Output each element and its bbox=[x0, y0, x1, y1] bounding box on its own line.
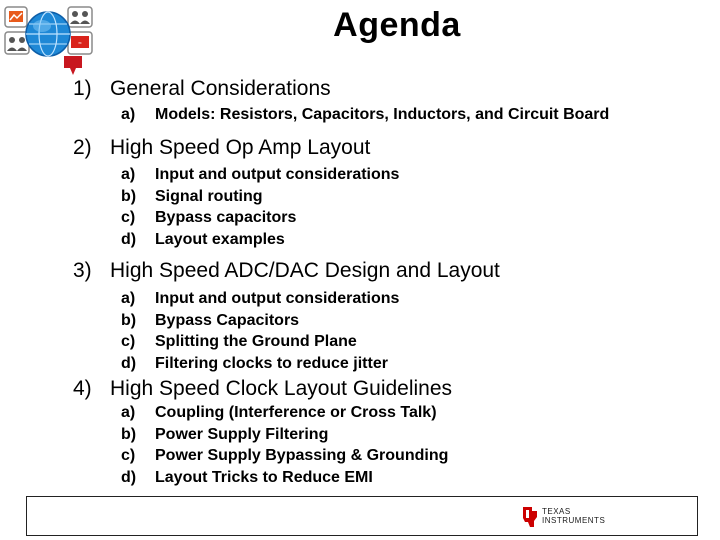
item-text: Coupling (Interference or Cross Talk) bbox=[155, 404, 437, 421]
page-title: Agenda bbox=[333, 6, 461, 44]
section-title: High Speed Op Amp Layout bbox=[110, 136, 371, 159]
item-letter: c) bbox=[121, 209, 136, 227]
svg-text:≈: ≈ bbox=[78, 41, 82, 47]
item-letter: d) bbox=[121, 231, 137, 249]
agenda-section bbox=[73, 77, 331, 101]
agenda-section bbox=[73, 377, 452, 401]
item-text: Splitting the Ground Plane bbox=[155, 333, 357, 351]
item-letter: c) bbox=[121, 333, 136, 351]
section-title: General Considerations bbox=[110, 77, 331, 100]
section-heading bbox=[73, 136, 370, 160]
agenda-section bbox=[73, 136, 370, 160]
item-letter: b) bbox=[121, 425, 137, 443]
ti-brand-line2: INSTRUMENTS bbox=[542, 516, 606, 525]
section-number: 2) bbox=[73, 136, 92, 159]
section-heading bbox=[73, 377, 452, 401]
item-text: Bypass Capacitors bbox=[155, 311, 300, 329]
section-number: 4) bbox=[73, 377, 92, 400]
item-letter: b) bbox=[121, 311, 137, 329]
item-text: Power Supply Filtering bbox=[155, 425, 329, 443]
item-letter: d) bbox=[121, 355, 137, 373]
item-text: Layout examples bbox=[155, 231, 285, 249]
item-letter: a) bbox=[121, 166, 136, 183]
ti-wordmark bbox=[542, 507, 605, 525]
item-text: Layout Tricks to Reduce EMI bbox=[155, 469, 373, 487]
agenda-section bbox=[73, 259, 500, 283]
item-letter: b) bbox=[121, 187, 137, 205]
item-letter: a) bbox=[121, 404, 136, 421]
section-heading bbox=[73, 259, 500, 283]
section-heading bbox=[73, 77, 331, 101]
item-letter: a) bbox=[121, 290, 136, 307]
texas-instruments-logo bbox=[520, 505, 620, 529]
item-text: Bypass capacitors bbox=[155, 209, 297, 227]
item-letter: c) bbox=[121, 447, 136, 465]
item-text: Input and output considerations bbox=[155, 290, 400, 307]
item-letter: d) bbox=[121, 469, 137, 487]
item-text: Input and output considerations bbox=[155, 166, 400, 183]
item-text: Models: Resistors, Capacitors, Inductors, and Circuit Board bbox=[155, 106, 610, 123]
ti-chip-icon bbox=[520, 505, 540, 529]
item-text: Signal routing bbox=[155, 187, 263, 205]
section-title: High Speed Clock Layout Guidelines bbox=[110, 377, 453, 400]
item-text: Power Supply Bypassing & Grounding bbox=[155, 447, 449, 465]
item-letter: a) bbox=[121, 106, 136, 123]
section-number: 3) bbox=[73, 259, 92, 282]
section-number: 1) bbox=[73, 77, 92, 100]
ti-brand-line1: TEXAS bbox=[542, 507, 571, 516]
item-text: Filtering clocks to reduce jitter bbox=[155, 355, 388, 373]
section-title: High Speed ADC/DAC Design and Layout bbox=[110, 259, 500, 282]
